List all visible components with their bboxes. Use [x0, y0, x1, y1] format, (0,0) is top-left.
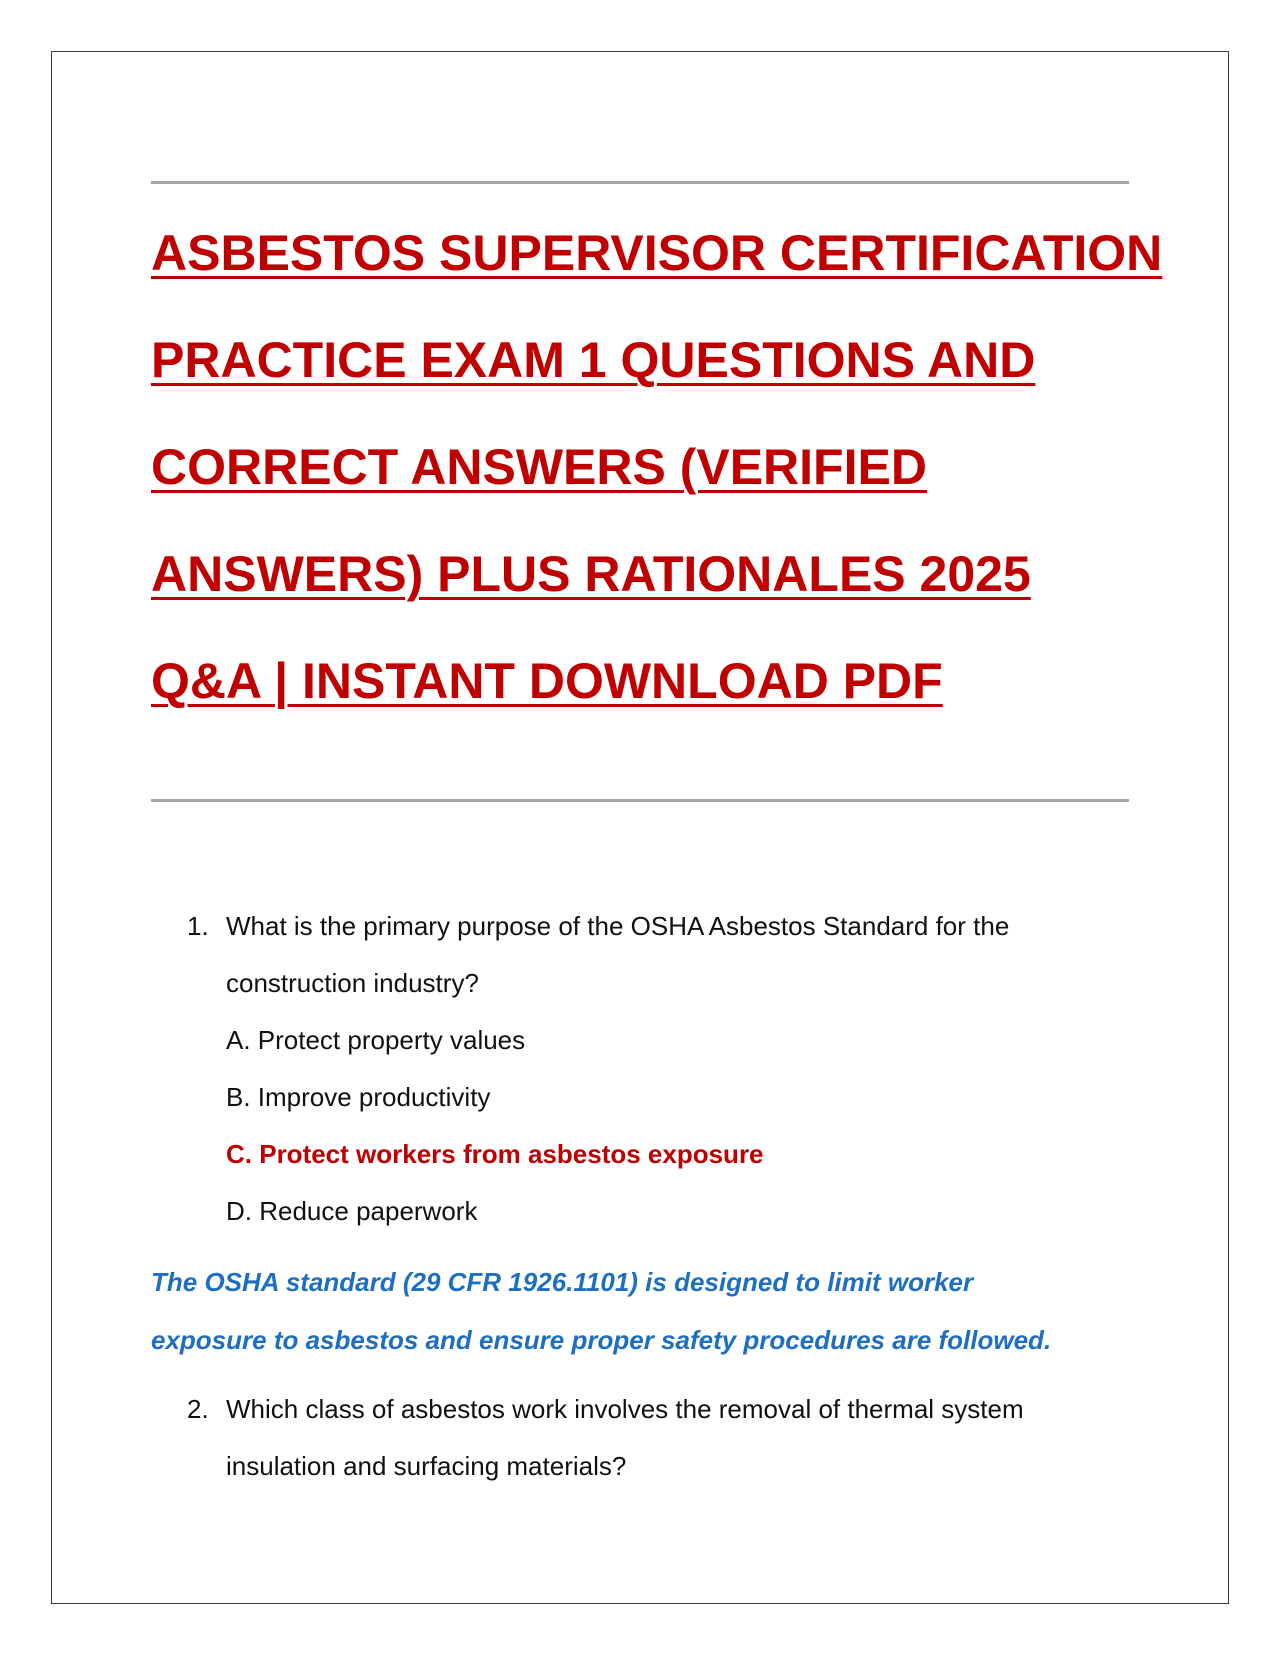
question-row — [151, 1448, 1131, 1505]
title-line — [151, 222, 1163, 329]
question-text: Which class of asbestos work involves the removal of thermal system — [226, 1394, 1024, 1424]
bottom-divider — [151, 799, 1129, 802]
title-line — [151, 650, 1131, 757]
title-line-text: PRACTICE EXAM 1 QUESTIONS AND — [151, 332, 1036, 388]
answer-option-c-correct: C. Protect workers from asbestos exposure — [226, 1139, 764, 1169]
title-line — [151, 436, 1131, 543]
question-row — [151, 908, 1131, 965]
rationale-line: The OSHA standard (29 CFR 1926.1101) is designed to limit worker — [151, 1267, 974, 1297]
question-number: 1. — [187, 911, 209, 941]
title-line — [151, 543, 1131, 650]
question-text: insulation and surfacing materials? — [226, 1451, 627, 1481]
title-line — [151, 329, 1131, 436]
question-row — [151, 1391, 1131, 1448]
rationale-1 — [151, 1264, 1141, 1380]
question-text: What is the primary purpose of the OSHA Asbestos Standard for the — [226, 911, 1010, 941]
title-line-text: Q&A | INSTANT DOWNLOAD PDF — [151, 653, 943, 709]
question-text: construction industry? — [226, 968, 479, 998]
top-divider — [151, 181, 1129, 184]
question-number: 2. — [187, 1394, 209, 1424]
question-row — [151, 965, 1131, 1022]
question-1 — [151, 908, 1131, 1250]
title-line-text: ANSWERS) PLUS RATIONALES 2025 — [151, 546, 1031, 602]
question-2 — [151, 1391, 1131, 1505]
document-title — [151, 222, 1163, 757]
answer-option-a: A. Protect property values — [226, 1025, 526, 1055]
rationale-line: exposure to asbestos and ensure proper safety procedures are followed. — [151, 1325, 1052, 1355]
answer-option-d: D. Reduce paperwork — [226, 1196, 478, 1226]
answer-option-b: B. Improve productivity — [226, 1082, 491, 1112]
title-line-text: ASBESTOS SUPERVISOR CERTIFICATION — [151, 225, 1163, 281]
title-line-text: CORRECT ANSWERS (VERIFIED — [151, 439, 927, 495]
